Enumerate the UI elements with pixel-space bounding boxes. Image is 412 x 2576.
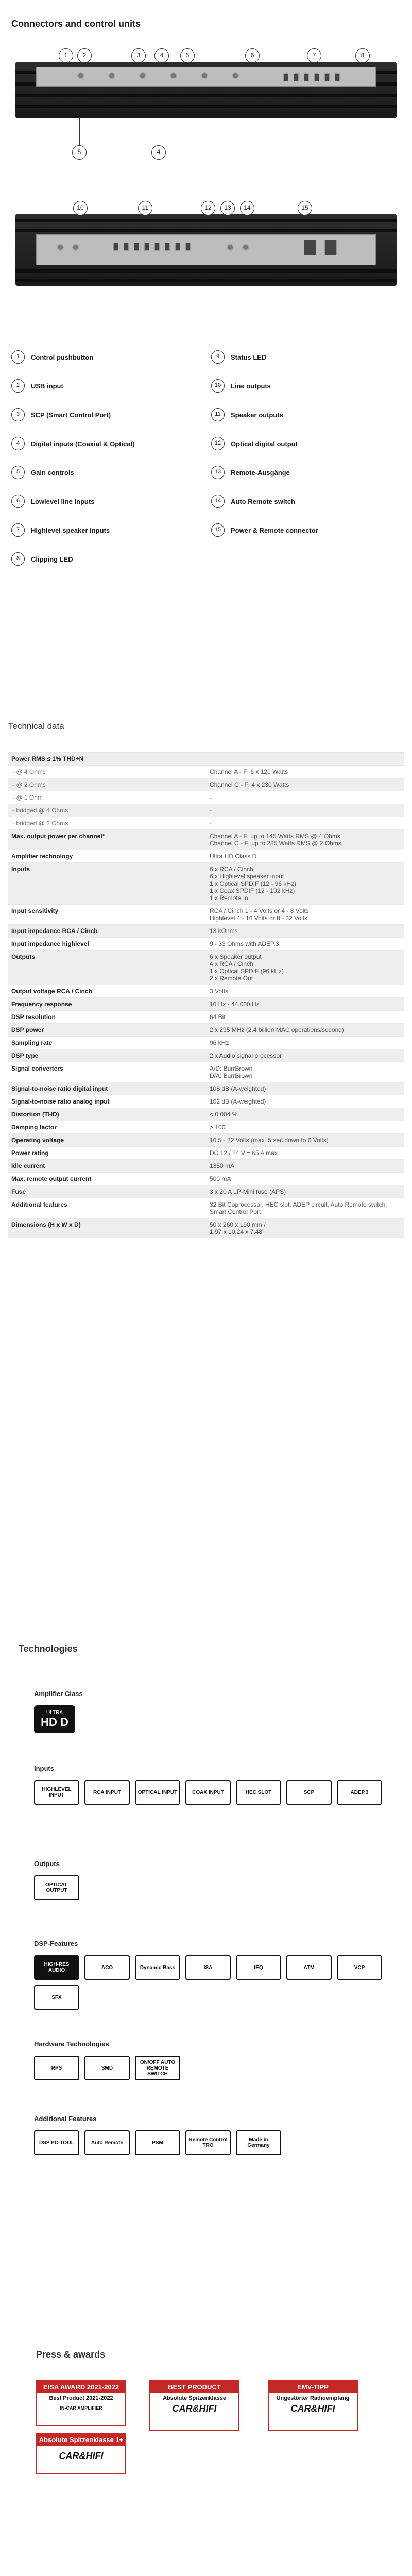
spec-value: 6 x RCA / Cinch 6 x Highlevel speaker input 1 x Optical SPDIF (12 - 96 kHz) 1 x Coax SPDIF (12 - 192 kHz) 1 x Remote In xyxy=(207,863,404,905)
best-product-award-badge: BEST PRODUCT Absolute Spitzenklasse CAR&HIFI xyxy=(149,2380,239,2431)
callout-10: 10 xyxy=(73,201,88,215)
spec-value: 102 dB (A-weighted) xyxy=(207,1095,404,1108)
spec-row xyxy=(8,1134,404,1147)
callout-7: 7 xyxy=(307,48,321,63)
spec-value: A/D: BurrBrown D/A: BurrBrown xyxy=(207,1062,404,1082)
spec-value: 50 x 260 x 190 mm / 1.97 x 10.24 x 7.48" xyxy=(207,1218,404,1239)
spec-value: Channel A - F: up to 145 Watts RMS @ 4 Ohms Channel C - F: up to 285 Watts RMS @ 2 Ohms xyxy=(207,830,404,850)
technology-badge-icon: DSP PC-TOOL xyxy=(34,2130,79,2155)
spec-row xyxy=(8,1011,404,1024)
technology-badge-icon: PSM xyxy=(135,2130,180,2155)
amplifier-class-title: Amplifier Class xyxy=(34,1690,83,1698)
spec-row xyxy=(8,1147,404,1160)
spec-row xyxy=(8,1198,404,1218)
callout-11: 11 xyxy=(138,201,152,215)
callout-14: 14 xyxy=(240,201,254,215)
spec-row xyxy=(8,1160,404,1173)
technologies-title: Technologies xyxy=(19,1643,78,1654)
spec-row xyxy=(8,938,404,951)
legend-item: 7 Highlevel speaker inputs xyxy=(11,523,110,537)
inputs-title: Inputs xyxy=(34,1765,54,1772)
technology-badge-icon: RPS xyxy=(34,2056,79,2080)
absolute-spitzenklasse-award-badge: Absolute Spitzenklasse 1+ CAR&HIFI xyxy=(36,2433,126,2474)
technology-badge-icon: Remote Control TRO xyxy=(185,2130,231,2155)
spec-key: Sampling rate xyxy=(8,1037,207,1049)
spec-value: 2 x 295 MHz (2.4 billion MAC operations/second) xyxy=(207,1024,404,1037)
spec-value: > 100 xyxy=(207,1121,404,1134)
press-awards-title: Press & awards xyxy=(36,2349,106,2360)
spec-key: Idle current xyxy=(8,1160,207,1173)
additional-badges xyxy=(34,2130,384,2155)
spec-row xyxy=(8,850,404,863)
dsp-badges xyxy=(34,1955,384,2010)
spec-value: 64 Bit xyxy=(207,1011,404,1024)
legend-item: 2 USB input xyxy=(11,379,63,393)
spec-value: 500 mA xyxy=(207,1173,404,1185)
spec-row xyxy=(8,753,404,766)
legend-item: 13 Remote-Ausgänge xyxy=(211,466,290,479)
legend-item: 11 Speaker outputs xyxy=(211,408,283,421)
spec-row xyxy=(8,817,404,830)
technology-badge-icon: Dynamic Bass xyxy=(135,1955,180,1980)
callout-13: 13 xyxy=(220,201,235,215)
spec-row xyxy=(8,1185,404,1198)
technology-badge-icon: RCA INPUT xyxy=(84,1780,130,1805)
spec-key: Power rating xyxy=(8,1147,207,1160)
spec-row xyxy=(8,1049,404,1062)
callout-4-top: 4 xyxy=(154,48,169,63)
spec-key: Damping factor xyxy=(8,1121,207,1134)
technology-badge-icon: COAX INPUT xyxy=(185,1780,231,1805)
spec-value: 3 Volts xyxy=(207,985,404,998)
spec-row xyxy=(8,1024,404,1037)
legend-item: 10 Line outputs xyxy=(211,379,271,393)
spec-row xyxy=(8,1037,404,1049)
spec-key: Max. output power per channel* xyxy=(8,830,207,850)
spec-key: - bridged @ 2 Ohms xyxy=(8,817,207,830)
spec-key: Additional features xyxy=(8,1198,207,1218)
inputs-badges xyxy=(34,1780,384,1805)
spec-value: 96 kHz xyxy=(207,1037,404,1049)
spec-key: DSP power xyxy=(8,1024,207,1037)
spec-key: Output voltage RCA / Cinch xyxy=(8,985,207,998)
spec-value: 10 Hz - 44,000 Hz xyxy=(207,998,404,1011)
spec-key: Signal converters xyxy=(8,1062,207,1082)
spec-row xyxy=(8,830,404,850)
spec-value: - xyxy=(207,817,404,830)
technology-badge-icon: OPTICAL INPUT xyxy=(135,1780,180,1805)
callout-2: 2 xyxy=(77,48,92,63)
technology-badge-icon: IEQ xyxy=(236,1955,281,1980)
technology-badge-icon: OPTICAL OUTPUT xyxy=(34,1875,79,1900)
callout-12: 12 xyxy=(201,201,215,215)
amplifier-class-badges xyxy=(34,1705,384,1733)
spec-key: Input sensitivity xyxy=(8,905,207,925)
spec-key: - @ 4 Ohms xyxy=(8,766,207,778)
spec-value: 6 x Speaker output 4 x RCA / Cinch 1 x Optical SPDIF (96 kHz) 2 x Remote Out xyxy=(207,951,404,985)
callout-8: 8 xyxy=(355,48,370,63)
spec-row xyxy=(8,766,404,778)
spec-key: Operating voltage xyxy=(8,1134,207,1147)
callout-6: 6 xyxy=(245,48,260,63)
spec-value: 2 x Audio signal processor xyxy=(207,1049,404,1062)
spec-value: - xyxy=(207,791,404,804)
technical-data-title: Technical data xyxy=(8,721,64,731)
technology-badge-icon: VCP xyxy=(337,1955,382,1980)
legend-item: 1 Control pushbutton xyxy=(11,350,93,364)
spec-value: Channel A - F: 6 x 120 Watts xyxy=(207,766,404,778)
spec-table xyxy=(8,752,404,1238)
technology-badge-icon: Made in Germany xyxy=(236,2130,281,2155)
spec-key: Power RMS ≤ 1% THD+N xyxy=(8,753,207,766)
spec-value: 13 kOhms xyxy=(207,925,404,938)
spec-key: Signal-to-noise ratio digital input xyxy=(8,1082,207,1095)
spec-key: - bridged @ 4 Ohms xyxy=(8,804,207,817)
technology-badge-icon: SFX xyxy=(34,1985,79,2010)
spec-row xyxy=(8,804,404,817)
spec-key: Outputs xyxy=(8,951,207,985)
hardware-badges xyxy=(34,2056,384,2080)
technology-badge-icon: SCP xyxy=(286,1780,332,1805)
spec-row xyxy=(8,951,404,985)
outputs-title: Outputs xyxy=(34,1860,60,1868)
technology-badge-icon: ADEP.3 xyxy=(337,1780,382,1805)
hardware-title: Hardware Technologies xyxy=(34,2040,109,2048)
spec-row xyxy=(8,1082,404,1095)
spec-key: Inputs xyxy=(8,863,207,905)
callout-5-top: 5 xyxy=(180,48,195,63)
spec-row xyxy=(8,925,404,938)
spec-value: 9 - 33 Ohms with ADEP.3 xyxy=(207,938,404,951)
spec-key: Frequency response xyxy=(8,998,207,1011)
spec-key: DSP type xyxy=(8,1049,207,1062)
spec-row xyxy=(8,791,404,804)
spec-value: 1350 mA xyxy=(207,1160,404,1173)
callout-3: 3 xyxy=(131,48,146,63)
legend-item: 6 Lowlevel line inputs xyxy=(11,495,95,508)
technology-badge-icon: ON/OFF AUTO REMOTE SWITCH xyxy=(135,2056,180,2080)
technology-badge-icon: ISA xyxy=(185,1955,231,1980)
spec-value: 32 Bit Coprocessor, HEC slot, ADEP circuit, Auto Remote switch, Smart Control Port xyxy=(207,1198,404,1218)
spec-key: Signal-to-noise ratio analog input xyxy=(8,1095,207,1108)
spec-value: RCA / Cinch 1 - 4 Volts or 4 - 8 Volts Highlevel 4 - 16 Volts or 8 - 32 Volts xyxy=(207,905,404,925)
ultra-hd-class-d-icon: ULTRA HD D xyxy=(34,1705,75,1733)
spec-key: DSP resolution xyxy=(8,1011,207,1024)
spec-value: - xyxy=(207,804,404,817)
legend-item: 9 Status LED xyxy=(211,350,266,364)
callout-15: 15 xyxy=(298,201,312,215)
connectors-title: Connectors and control units xyxy=(11,19,141,29)
amplifier-photo-back xyxy=(15,214,397,286)
spec-key: Input impedance RCA / Cinch xyxy=(8,925,207,938)
spec-value: DC 12 / 24 V = 65 A max. xyxy=(207,1147,404,1160)
spec-value: 3 x 20 A LP-Mini fuse (APS) xyxy=(207,1185,404,1198)
spec-key: - @ 2 Ohms xyxy=(8,778,207,791)
callout-5-bottom: 5 xyxy=(72,145,87,160)
spec-row xyxy=(8,905,404,925)
technology-badge-icon: ATM xyxy=(286,1955,332,1980)
spec-row xyxy=(8,1062,404,1082)
technology-badge-icon: HEC SLOT xyxy=(236,1780,281,1805)
amplifier-photo-top xyxy=(15,62,397,118)
spec-row xyxy=(8,1218,404,1239)
technology-badge-icon: HIGH-RES AUDIO xyxy=(34,1955,79,1980)
spec-value: < 0.004 % xyxy=(207,1108,404,1121)
spec-key: Fuse xyxy=(8,1185,207,1198)
legend-item: 15 Power & Remote connector xyxy=(211,523,318,537)
spec-key: Max. remote output current xyxy=(8,1173,207,1185)
spec-value: Channel C - F: 4 x 230 Watts xyxy=(207,778,404,791)
spec-key: - @ 1 Ohm xyxy=(8,791,207,804)
spec-key: Distortion (THD) xyxy=(8,1108,207,1121)
spec-row xyxy=(8,998,404,1011)
legend-item: 12 Optical digital output xyxy=(211,437,298,450)
additional-features-title: Additional Features xyxy=(34,2115,97,2123)
spec-row xyxy=(8,778,404,791)
legend-item: 14 Auto Remote switch xyxy=(211,495,295,508)
spec-value: 10.5 - 22 Volts (max. 5 sec.down to 6 Volts) xyxy=(207,1134,404,1147)
spec-key: Dimensions (H x W x D) xyxy=(8,1218,207,1239)
spec-row xyxy=(8,1121,404,1134)
technology-badge-icon: ACO xyxy=(84,1955,130,1980)
emv-tipp-award-badge: EMV-TIPP Ungestörter Radioempfang CAR&HIFI xyxy=(268,2380,358,2431)
spec-row xyxy=(8,1095,404,1108)
outputs-badges xyxy=(34,1875,384,1900)
callout-1: 1 xyxy=(59,48,73,63)
legend-item: 4 Digital inputs (Coaxial & Optical) xyxy=(11,437,135,450)
technology-badge-icon: SMD xyxy=(84,2056,130,2080)
legend-item: 3 SCP (Smart Control Port) xyxy=(11,408,111,421)
eisa-award-badge: EISA AWARD 2021-2022 Best Product 2021-2022 IN-CAR AMPLIFIER xyxy=(36,2380,126,2426)
spec-value xyxy=(207,753,404,766)
callout-4-bottom: 4 xyxy=(151,145,166,160)
spec-key: Input impedance highlevel xyxy=(8,938,207,951)
spec-row xyxy=(8,1108,404,1121)
legend-item: 8 Clipping LED xyxy=(11,552,73,566)
connector-legend xyxy=(11,350,403,572)
spec-row xyxy=(8,985,404,998)
technology-badge-icon: Auto Remote xyxy=(84,2130,130,2155)
technology-badge-icon: HIGHLEVEL INPUT xyxy=(34,1780,79,1805)
spec-value: 108 dB (A-weighted) xyxy=(207,1082,404,1095)
spec-key: Amplifier technology xyxy=(8,850,207,863)
legend-item: 5 Gain controls xyxy=(11,466,74,479)
dsp-features-title: DSP-Features xyxy=(34,1940,78,1947)
spec-row xyxy=(8,1173,404,1185)
spec-value: Ultra HD Class D xyxy=(207,850,404,863)
spec-row xyxy=(8,863,404,905)
